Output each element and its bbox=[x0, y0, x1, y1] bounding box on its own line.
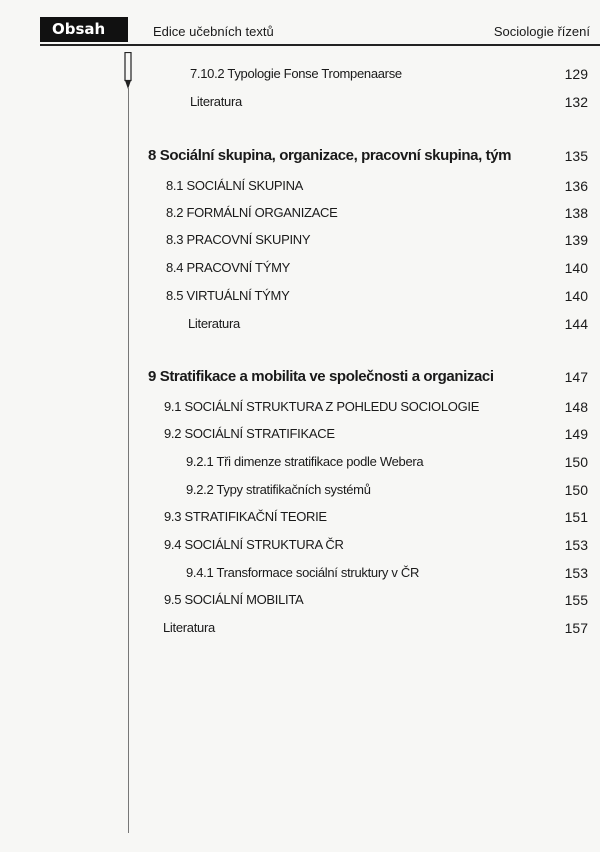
toc-entry[interactable] bbox=[0, 64, 600, 84]
toc-title: 8.5 VIRTUÁLNÍ TÝMY bbox=[166, 288, 290, 303]
toc-page: 150 bbox=[564, 454, 588, 470]
toc-entry[interactable] bbox=[0, 563, 600, 583]
toc-page: 138 bbox=[564, 205, 588, 221]
toc-page: 153 bbox=[564, 565, 588, 581]
toc-entry[interactable] bbox=[0, 314, 600, 334]
toc-entry[interactable] bbox=[0, 424, 600, 444]
toc-page: 135 bbox=[564, 148, 588, 164]
toc-title: 9.1 SOCIÁLNÍ STRUKTURA Z POHLEDU SOCIOLOGIE bbox=[164, 399, 480, 414]
toc-title: 8.1 SOCIÁLNÍ SKUPINA bbox=[166, 178, 304, 193]
toc-page: 150 bbox=[564, 482, 588, 498]
toc-title: 9.5 SOCIÁLNÍ MOBILITA bbox=[164, 592, 304, 607]
toc-title: 9.4.1 Transformace sociální struktury v ČR bbox=[186, 565, 420, 580]
toc-title: 7.10.2 Typologie Fonse Trompenaarse bbox=[190, 66, 402, 81]
toc-entry[interactable] bbox=[0, 397, 600, 417]
toc-title: 8.2 FORMÁLNÍ ORGANIZACE bbox=[166, 205, 338, 220]
toc-page: 149 bbox=[564, 426, 588, 442]
toc-title: 9.2.1 Tři dimenze stratifikace podle Webera bbox=[186, 454, 424, 469]
toc-entry[interactable] bbox=[0, 452, 600, 472]
toc-page: 132 bbox=[564, 94, 588, 110]
toc-page: 147 bbox=[564, 369, 588, 385]
book-title: Sociologie řízení bbox=[493, 24, 590, 39]
toc-chapter[interactable] bbox=[0, 368, 600, 388]
toc-page: 148 bbox=[564, 399, 588, 415]
toc-page: 140 bbox=[564, 288, 588, 304]
toc-title: 9.2.2 Typy stratifikačních systémů bbox=[186, 482, 371, 497]
toc-entry[interactable] bbox=[0, 176, 600, 196]
toc-title: 9.3 STRATIFIKAČNÍ TEORIE bbox=[164, 509, 327, 524]
toc-title: 9.4 SOCIÁLNÍ STRUKTURA ČR bbox=[164, 537, 344, 552]
toc-title: Literatura bbox=[163, 620, 215, 635]
toc-title: 9 Stratifikace a mobilita ve společnosti a organizaci bbox=[148, 368, 494, 385]
header-rule bbox=[40, 44, 600, 46]
toc-entry[interactable] bbox=[0, 230, 600, 250]
toc-page: 157 bbox=[564, 620, 588, 636]
toc-title: 9.2 SOCIÁLNÍ STRATIFIKACE bbox=[164, 426, 335, 441]
toc-page: 144 bbox=[564, 316, 588, 332]
toc-page: 129 bbox=[564, 66, 588, 82]
toc-page: 155 bbox=[564, 592, 588, 608]
toc-page: 151 bbox=[564, 509, 588, 525]
toc-chapter[interactable] bbox=[0, 147, 600, 167]
toc-entry[interactable] bbox=[0, 507, 600, 527]
toc-entry[interactable] bbox=[0, 203, 600, 223]
toc-title: Literatura bbox=[190, 94, 242, 109]
toc-entry[interactable] bbox=[0, 618, 600, 638]
toc-entry[interactable] bbox=[0, 535, 600, 555]
series-title: Edice učebních textů bbox=[153, 24, 274, 39]
toc-title: 8.4 PRACOVNÍ TÝMY bbox=[166, 260, 290, 275]
toc-entry[interactable] bbox=[0, 92, 600, 112]
toc-title: 8 Sociální skupina, organizace, pracovní skupina, tým bbox=[148, 147, 512, 164]
toc-title: 8.3 PRACOVNÍ SKUPINY bbox=[166, 232, 311, 247]
toc-page: 140 bbox=[564, 260, 588, 276]
toc-page: 139 bbox=[564, 232, 588, 248]
toc-page: 136 bbox=[564, 178, 588, 194]
section-label: Obsah bbox=[40, 17, 128, 42]
toc-page: 153 bbox=[564, 537, 588, 553]
toc-title: Literatura bbox=[188, 316, 240, 331]
toc-entry[interactable] bbox=[0, 480, 600, 500]
toc-entry[interactable] bbox=[0, 590, 600, 610]
toc-entry[interactable] bbox=[0, 286, 600, 306]
toc-entry[interactable] bbox=[0, 258, 600, 278]
